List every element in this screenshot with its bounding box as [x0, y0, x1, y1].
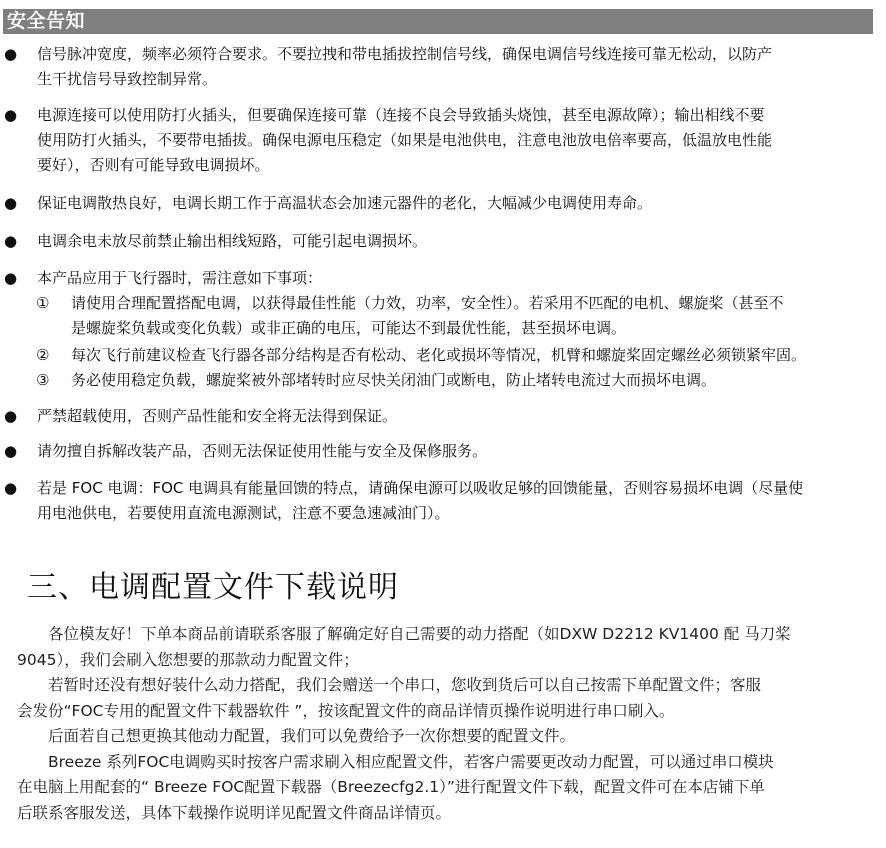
- notice-item-text: 保证电调散热良好，电调长期工作于高温状态会加速元器件的老化，大幅减少电调使用寿命。: [37, 194, 653, 212]
- safety-notice-title: 安全告知: [7, 10, 86, 32]
- sub-item-text: 请使用合理配置搭配电调，以获得最佳性能（力效，功率，安全性）。若采用不匹配的电机、螺旋桨（甚至不 是螺旋桨负载或变化负载）或非正确的电压，可能达不到最优性能，甚至损坏电调。: [71, 294, 784, 337]
- notice-item-text: 请勿擅自拆解改装产品，否则无法保证使用性能与安全及保修服务。: [37, 442, 488, 460]
- sub-item-text: 务必使用稳定负载，螺旋桨被外部堵转时应尽快关闭油门或断电，防止堵转电流过大而损坏电调。: [71, 371, 717, 389]
- bullet-icon: ●: [4, 45, 18, 63]
- paragraph-greeting: 各位模友好！下单本商品前请联系客服了解确定好自己需要的动力搭配（如DXW D2212 KV1400 配 马刀桨 9045），我们会刷入您想要的那款动力配置文件；: [17, 625, 791, 669]
- notice-item-text: 电调余电未放尽前禁止输出相线短路，可能引起电调损坏。: [37, 232, 428, 250]
- section-title: 三、电调配置文件下载说明: [27, 570, 399, 605]
- notice-item-text: 信号脉冲宽度，频率必须符合要求。不要拉拽和带电插拔控制信号线，确保电调信号线连接可靠无松动，以防产 生干扰信号导致控制异常。: [37, 45, 773, 88]
- sub-item-number: ②: [36, 346, 50, 364]
- notice-item-text: 电源连接可以使用防打火插头，但要确保连接可靠（连接不良会导致插头烧蚀，甚至电源故障）；输出相线不要 使用防打火插头，不要带电插拔。确保电源电压稳定（如果是电池供电，注意电池放电倍率要高，低温放电性能 要好），否则有可能导致电调损坏。: [37, 106, 773, 174]
- bullet-icon: ●: [4, 106, 18, 124]
- sub-item-number: ③: [36, 371, 50, 389]
- bullet-icon: ●: [4, 269, 18, 287]
- paragraph-free-config: 后面若自己想更换其他动力配置，我们可以免费给予一次你想要的配置文件。: [17, 727, 576, 745]
- bullet-icon: ●: [4, 479, 18, 497]
- bullet-icon: ●: [4, 194, 18, 212]
- notice-item-text: 若是 FOC 电调：FOC 电调具有能量回馈的特点，请确保电源可以吸收足够的回馈能量，否则容易损坏电调（尽量使 用电池供电，若要使用直流电源测试，注意不要急速减油门）。: [37, 479, 804, 522]
- notice-item-text: 严禁超载使用，否则产品性能和安全将无法得到保证。: [37, 407, 398, 425]
- bullet-icon: ●: [4, 407, 18, 425]
- section-body: [17, 622, 877, 826]
- notice-item-text: 本产品应用于飞行器时，需注意如下事项：: [37, 269, 323, 287]
- safety-notice-header: [3, 9, 873, 34]
- paragraph-serial-port: 若暂时还没有想好装什么动力搭配，我们会赠送一个串口，您收到货后可以自己按需下单配置文件；客服 会发份“FOC专用的配置文件下载器软件 ”，按该配置文件的商品详情页操作说明进行串口刷入。: [17, 676, 762, 720]
- bullet-icon: ●: [4, 442, 18, 460]
- sub-item-number: ①: [36, 294, 50, 312]
- paragraph-breeze-series: Breeze 系列FOC电调购买时按客户需求刷入相应配置文件，若客户需要更改动力配置，可以通过串口模块 在电脑上用配套的“ Breeze FOC配置下载器（Breezecfg2.1）”进行配置文件下载，配置文件可在本店铺下单 后联系客服发送，具体下载操作说明详见配置文件商品详情页。: [17, 752, 774, 822]
- bullet-icon: ●: [4, 232, 18, 250]
- sub-item-text: 每次飞行前建议检查飞行器各部分结构是否有松动、老化或损坏等情况，机臂和螺旋桨固定螺丝必须锁紧牢固。: [71, 346, 807, 364]
